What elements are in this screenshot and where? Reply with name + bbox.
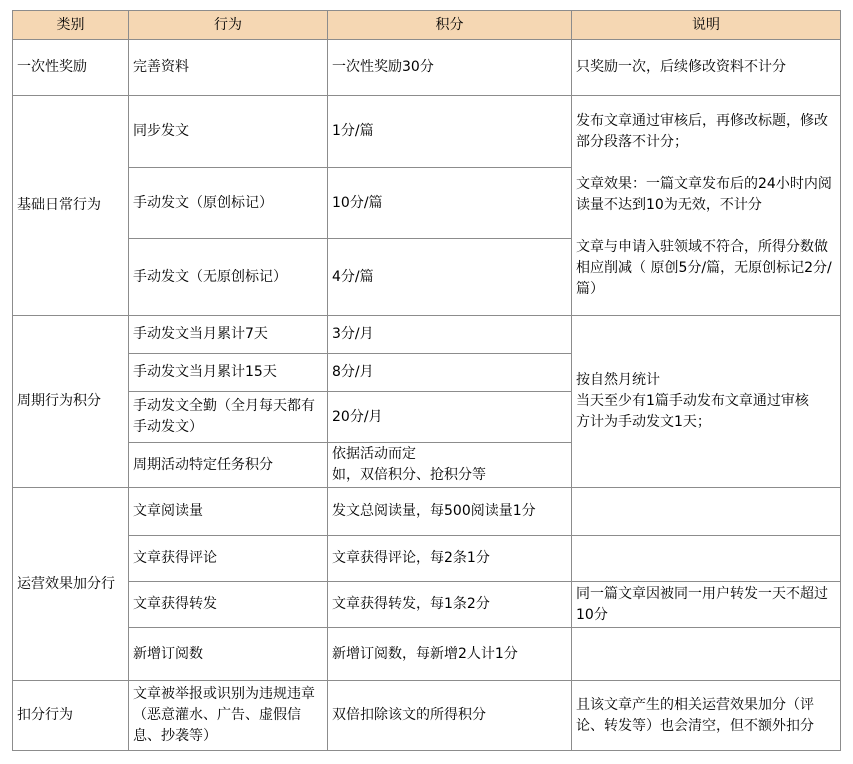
points-cell: 新增订阅数，每新增2人计1分 <box>328 628 572 681</box>
action-cell: 手动发文当月累计15天 <box>129 354 328 392</box>
table-row <box>13 96 841 168</box>
table-row <box>13 628 841 681</box>
action-cell: 手动发文全勤（全月每天都有手动发文） <box>129 392 328 443</box>
note-paragraph: 当天至少有1篇手动发布文章通过审核 <box>576 393 809 409</box>
header-points: 积分 <box>328 11 572 40</box>
note-cell <box>572 488 841 536</box>
points-rules-table <box>12 10 841 751</box>
action-cell: 完善资料 <box>129 40 328 96</box>
action-cell: 新增订阅数 <box>129 628 328 681</box>
category-cell: 运营效果加分行 <box>13 488 129 681</box>
points-line: 如，双倍积分、抢积分等 <box>332 467 486 483</box>
table-row <box>13 40 841 96</box>
category-cell: 基础日常行为 <box>13 96 129 316</box>
table-row <box>13 536 841 582</box>
points-cell: 文章获得评论，每2条1分 <box>328 536 572 582</box>
action-cell: 文章获得转发 <box>129 582 328 628</box>
note-cell: 同一篇文章因被同一用户转发一天不超过10分 <box>572 582 841 628</box>
category-cell: 扣分行为 <box>13 681 129 751</box>
points-line: 依据活动而定 <box>332 446 416 462</box>
points-cell: 一次性奖励30分 <box>328 40 572 96</box>
note-paragraph: 文章效果：一篇文章发布后的24小时内阅读量不达到10为无效，不计分 <box>576 176 832 213</box>
points-cell: 发文总阅读量，每500阅读量1分 <box>328 488 572 536</box>
header-row <box>13 11 841 40</box>
action-cell: 手动发文（无原创标记） <box>129 239 328 316</box>
points-cell: 文章获得转发，每1条2分 <box>328 582 572 628</box>
action-cell: 文章被举报或识别为违规违章（恶意灌水、广告、虚假信息、抄袭等） <box>129 681 328 751</box>
header-action: 行为 <box>129 11 328 40</box>
table-row <box>13 681 841 751</box>
note-paragraph: 发布文章通过审核后，再修改标题，修改部分段落不计分； <box>576 113 828 150</box>
note-paragraph: 文章与申请入驻领域不符合，所得分数做相应削减（ 原创5分/篇，无原创标记2分/篇） <box>576 239 832 297</box>
category-cell: 一次性奖励 <box>13 40 129 96</box>
note-cell: 且该文章产生的相关运营效果加分（评论、转发等）也会清空，但不额外扣分 <box>572 681 841 751</box>
header-note: 说明 <box>572 11 841 40</box>
action-cell: 手动发文（原创标记） <box>129 168 328 239</box>
note-paragraph: 按自然月统计 <box>576 372 660 388</box>
points-cell: 4分/篇 <box>328 239 572 316</box>
points-cell: 1分/篇 <box>328 96 572 168</box>
table-row <box>13 316 841 354</box>
note-cell: 只奖励一次，后续修改资料不计分 <box>572 40 841 96</box>
note-cell <box>572 96 841 316</box>
table-row <box>13 582 841 628</box>
action-cell: 周期活动特定任务积分 <box>129 443 328 488</box>
points-cell <box>328 443 572 488</box>
note-cell <box>572 628 841 681</box>
action-cell: 文章获得评论 <box>129 536 328 582</box>
note-paragraph: 方计为手动发文1天； <box>576 414 711 430</box>
points-cell: 20分/月 <box>328 392 572 443</box>
points-cell: 双倍扣除该文的所得积分 <box>328 681 572 751</box>
points-cell: 3分/月 <box>328 316 572 354</box>
header-category: 类别 <box>13 11 129 40</box>
note-cell <box>572 536 841 582</box>
category-cell: 周期行为积分 <box>13 316 129 488</box>
action-cell: 同步发文 <box>129 96 328 168</box>
points-cell: 8分/月 <box>328 354 572 392</box>
action-cell: 手动发文当月累计7天 <box>129 316 328 354</box>
action-cell: 文章阅读量 <box>129 488 328 536</box>
points-cell: 10分/篇 <box>328 168 572 239</box>
table-row <box>13 488 841 536</box>
note-cell <box>572 316 841 488</box>
